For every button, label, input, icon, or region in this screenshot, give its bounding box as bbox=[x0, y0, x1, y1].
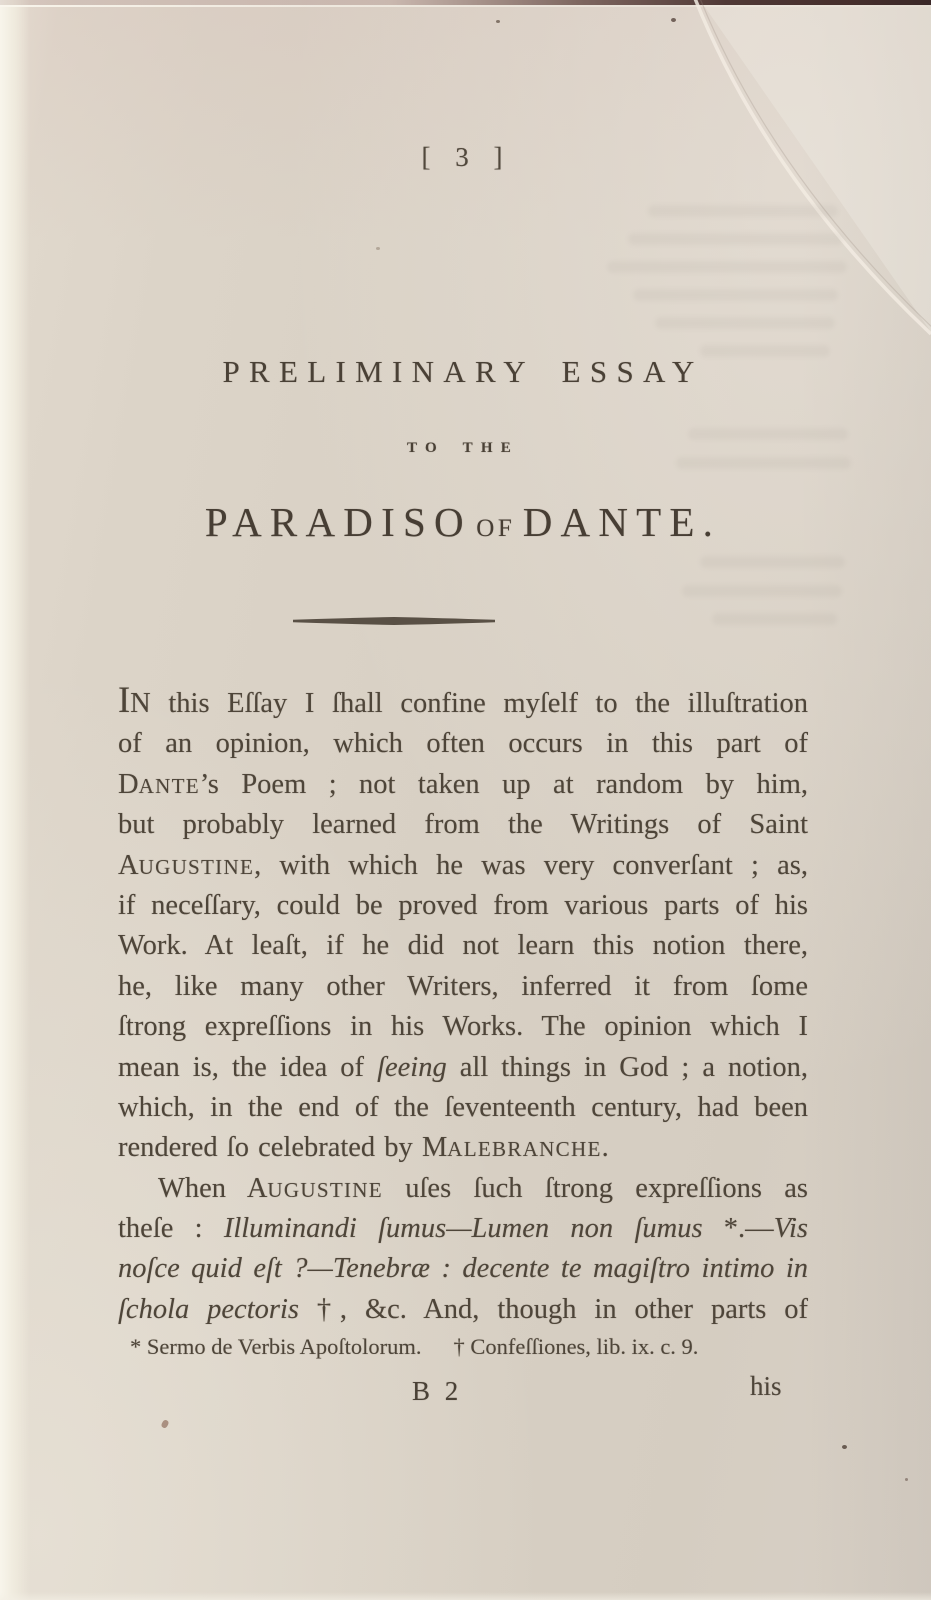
body-line: When AUGUSTINE uſes ſuch ſtrong expreſſions as bbox=[158, 1172, 808, 1204]
page-top-edge-highlight bbox=[0, 5, 931, 7]
body-line: AUGUSTINE, with which he was very converſant ; as, bbox=[118, 849, 808, 881]
main-title-second: DANTE. bbox=[522, 499, 722, 545]
body-line: which, in the end of the ſeventeenth century, had been bbox=[118, 1091, 808, 1123]
body-line: but probably learned from the Writings of Saint bbox=[118, 809, 808, 841]
main-title bbox=[118, 498, 808, 546]
body-text bbox=[118, 679, 808, 1330]
main-title-first: PARADISO bbox=[204, 499, 472, 545]
page-bottom-edge bbox=[0, 1592, 931, 1600]
footnote-second: † Confeſſiones, lib. ix. c. 9. bbox=[453, 1334, 699, 1359]
main-title-connector: OF bbox=[476, 515, 516, 542]
signature-mark: B 2 bbox=[412, 1376, 459, 1406]
catchword: his bbox=[750, 1371, 782, 1401]
body-line: ſchola pectoris †, &c. And, though in other parts of bbox=[118, 1293, 808, 1325]
footnote bbox=[130, 1334, 810, 1360]
body-line: DANTE’s Poem ; not taken up at random by him, bbox=[118, 768, 808, 800]
footnote-first: * Sermo de Verbis Apoſtolorum. bbox=[130, 1334, 422, 1359]
essay-heading: PRELIMINARY ESSAY bbox=[222, 354, 704, 389]
body-line: IN this Eſſay I ſhall confine myſelf to the illuſtration bbox=[118, 679, 808, 720]
body-line: if neceſſary, could be proved from various parts of his bbox=[118, 889, 808, 921]
body-line: theſe : Illuminandi ſumus—Lumen non ſumus *.—Vis bbox=[118, 1213, 808, 1245]
page-number: [ 3 ] bbox=[421, 142, 505, 172]
body-line: rendered ſo celebrated by MALEBRANCHE. bbox=[118, 1132, 609, 1164]
body-line: noſce quid eſt ?—Tenebræ : decente te magiſtro intimo in bbox=[118, 1253, 808, 1285]
body-line: of an opinion, which often occurs in this part of bbox=[118, 728, 808, 760]
body-line: ſtrong expreſſions in his Works. The opinion which I bbox=[118, 1011, 808, 1043]
body-line: Work. At leaſt, if he did not learn this notion there, bbox=[118, 930, 808, 962]
body-line: mean is, the idea of ſeeing all things in God ; a notion, bbox=[118, 1051, 808, 1083]
body-line: he, like many other Writers, inferred it from ſome bbox=[118, 970, 808, 1002]
essay-subheading: TO THE bbox=[406, 440, 520, 456]
swelled-rule-divider bbox=[293, 614, 495, 626]
page-left-edge bbox=[0, 0, 30, 1600]
